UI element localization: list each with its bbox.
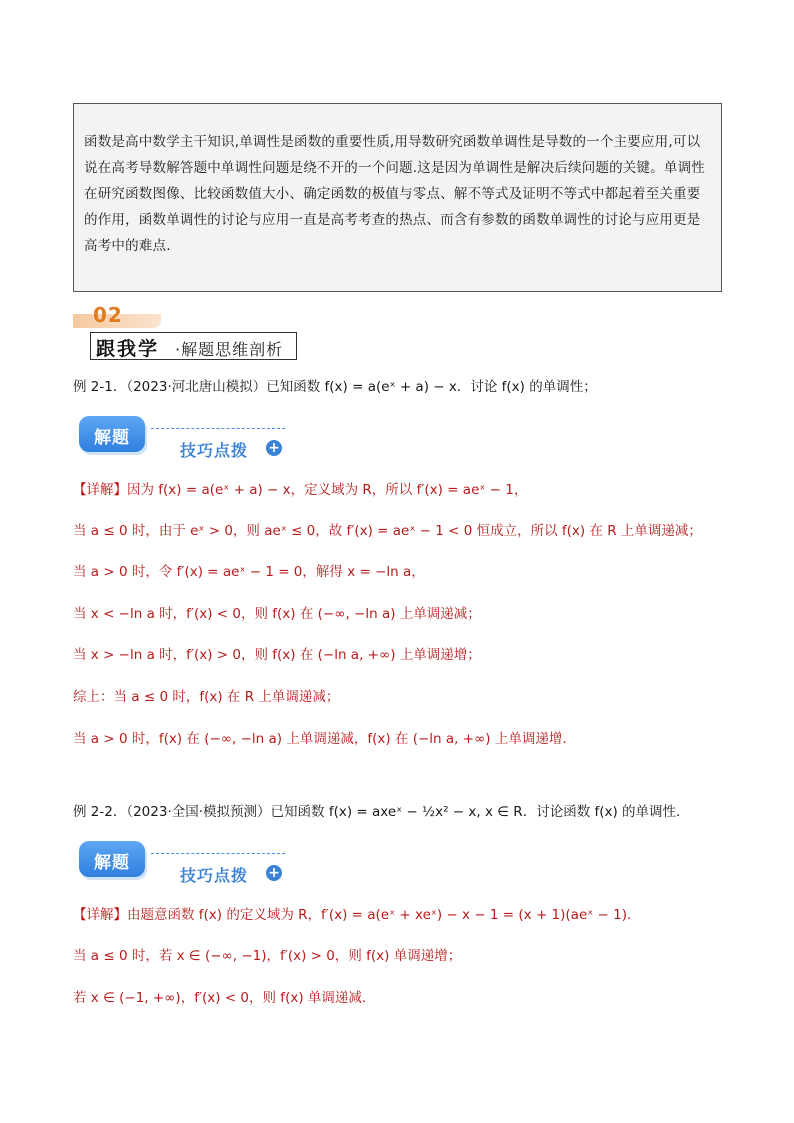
solution-badge-bg xyxy=(79,841,145,877)
intro-line: 函数是高中数学主干知识,单调性是函数的重要性质,用导数研究函数单调性是导数的一个主要应用,可以 xyxy=(84,134,701,150)
badge-divider xyxy=(151,853,285,854)
solution-badge xyxy=(79,416,289,460)
example1-detail-line xyxy=(73,480,527,500)
example1-line: 当 x < −ln a 时，f′(x) < 0，则 f(x) 在 (−∞, −ln a) 上单调递减； xyxy=(73,606,481,622)
intro-line: 说在高考导数解答题中单调性问题是绕不开的一个问题.这是因为单调性是解决后续问题的关键。单调性 xyxy=(84,160,705,176)
section-title-sub: ·解题思维剖析 xyxy=(175,340,284,359)
example1-line: 当 x > −ln a 时，f′(x) > 0，则 f(x) 在 (−ln a, +∞) 上单调递增； xyxy=(73,647,481,663)
detail-tag: 【详解】 xyxy=(73,907,127,923)
intro-line: 在研究函数图像、比较函数值大小、确定函数的极值与零点、解不等式及证明不等式中都起着至关重要 xyxy=(84,186,701,202)
detail-text: 由题意函数 f(x) 的定义域为 R，f′(x) = a(eˣ + xeˣ) − x − 1 = (x + 1)(aeˣ − 1)． xyxy=(127,907,641,923)
plus-icon: + xyxy=(266,440,282,456)
solution-badge xyxy=(79,841,289,885)
plus-icon: + xyxy=(266,865,282,881)
example2-line: 当 a ≤ 0 时，若 x ∈ (−∞, −1)，f′(x) > 0，则 f(x) 单调递增； xyxy=(73,948,462,964)
example2-detail-line xyxy=(73,905,641,925)
intro-box xyxy=(73,103,722,292)
intro-line: 高考中的难点. xyxy=(84,238,171,254)
detail-tag: 【详解】 xyxy=(73,482,127,498)
example2-line: 若 x ∈ (−1, +∞)，f′(x) < 0，则 f(x) 单调递减． xyxy=(73,990,376,1006)
section-title-main: 跟我学 xyxy=(96,338,160,360)
example1-line: 当 a ≤ 0 时，由于 eˣ > 0，则 aeˣ ≤ 0，故 f′(x) = aeˣ − 1 < 0 恒成立，所以 f(x) 在 R 上单调递减； xyxy=(73,523,702,539)
solution-badge-label: 解题 xyxy=(94,428,130,448)
example1-line: 当 a > 0 时，f(x) 在 (−∞, −ln a) 上单调递减，f(x) 在 (−ln a, +∞) 上单调递增. xyxy=(73,731,567,747)
solution-badge-bg xyxy=(79,416,145,452)
section-title-box xyxy=(90,332,297,360)
solution-badge-label: 解题 xyxy=(94,853,130,873)
example1-line: 综上：当 a ≤ 0 时，f(x) 在 R 上单调递减； xyxy=(73,689,340,705)
example2-question: 例 2-2．（2023·全国·模拟预测）已知函数 f(x) = axeˣ − ½x² − x, x ∈ R．讨论函数 f(x) 的单调性． xyxy=(73,804,690,820)
detail-text: 因为 f(x) = a(eˣ + a) − x，定义域为 R，所以 f′(x) = aeˣ − 1， xyxy=(127,482,528,498)
badge-divider xyxy=(151,428,285,429)
example1-line: 当 a > 0 时，令 f′(x) = aeˣ − 1 = 0，解得 x = −ln a， xyxy=(73,564,425,580)
section-header xyxy=(73,300,373,362)
example1-question: 例 2-1．（2023·河北唐山模拟）已知函数 f(x) = a(eˣ + a) − x．讨论 f(x) 的单调性； xyxy=(73,379,597,395)
intro-line: 的作用，函数单调性的讨论与应用一直是高考考查的热点、而含有参数的函数单调性的讨论与应用更是 xyxy=(84,212,701,228)
tip-label: 技巧点拨 xyxy=(180,441,249,460)
tip-label: 技巧点拨 xyxy=(180,866,249,885)
section-number: 02 xyxy=(93,303,123,327)
